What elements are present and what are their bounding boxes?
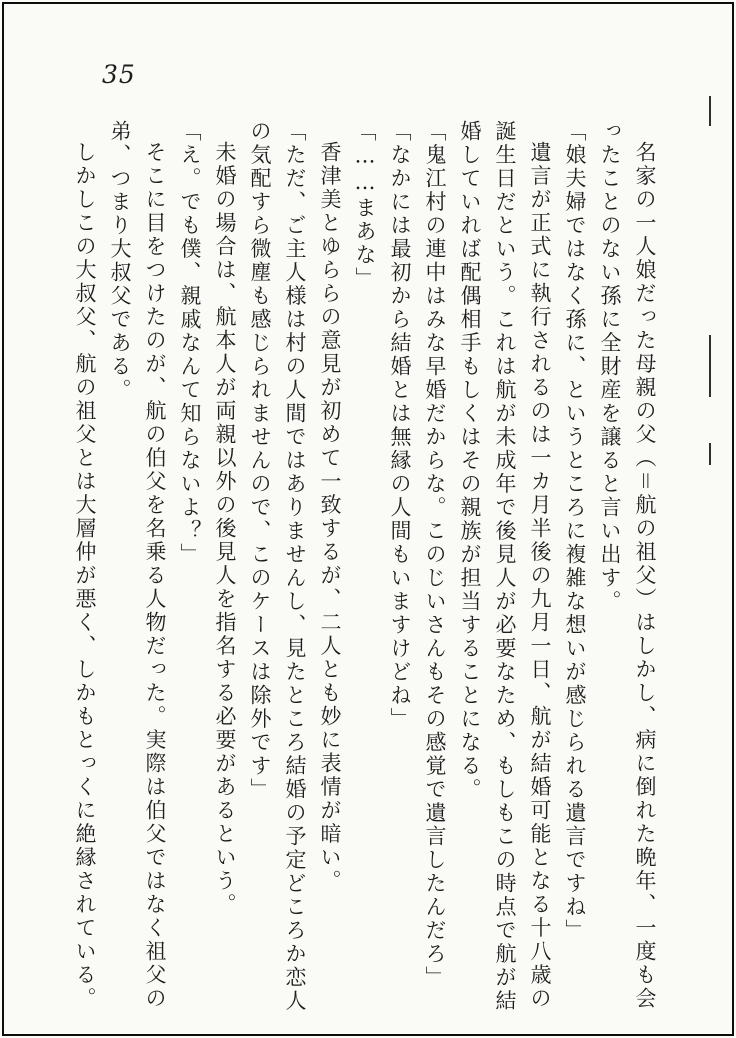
body-text (62, 120, 662, 1014)
paragraph-dialogue: 「鬼江村の連中はみな早婚だからな。このじいさんもその感覚で遺言したんだろ」 (423, 120, 447, 990)
paragraph-narration: そこに目をつけたのが、航の伯父を名乗る人物だった。実際は伯父ではなく祖父の弟、つまり大叔父である。 (108, 120, 167, 1011)
paragraph-dialogue: 「……まあな」 (353, 120, 377, 291)
scan-frame-line-fragment (709, 96, 711, 126)
page-number: 35 (102, 60, 136, 89)
paragraph-narration: しかしこの大叔父、航の祖父とは大層仲が悪く、しかもとっくに絶縁されている。 (73, 141, 97, 1011)
scan-frame-line-fragment (709, 443, 711, 465)
paragraph-dialogue: 「なかには最初から結婚とは無縁の人間もいますけどね」 (388, 120, 412, 731)
paragraph-dialogue: 「え。でも僕、親戚なんて知らないよ？」 (178, 120, 202, 567)
paragraph-narration: 名家の一人娘だった母親の父（＝航の祖父）はしかし、病に倒れた晩年、一度も会ったことのない孫に全財産を譲ると言い出す。 (598, 120, 657, 1011)
paragraph-dialogue: 「ただ、ご主人様は村の人間ではありませんし、見たところ結婚の予定どころか恋人の気配すら微塵も感じられませんので、このケースは除外です」 (248, 120, 307, 1013)
paragraph-narration: 未婚の場合は、航本人が両親以外の後見人を指名する必要があるという。 (213, 141, 237, 917)
scan-frame-line-fragment (709, 335, 711, 397)
paragraph-dialogue: 「娘夫婦ではなく孫に、というところに複雑な想いが感じられる遺言ですね」 (563, 120, 587, 943)
paragraph-narration: 香津美とゆららの意見が初めて一致するが、二人とも妙に表情が暗い。 (318, 141, 342, 893)
paragraph-narration: 遺言が正式に執行されるのは一カ月半後の九月一日、航が結婚可能となる十八歳の誕生日だという。これは航が未成年で後見人が必要なため、もしもこの時点で航が結婚していれば配偶相手もしくはその親族が担当することになる。 (458, 120, 552, 1013)
